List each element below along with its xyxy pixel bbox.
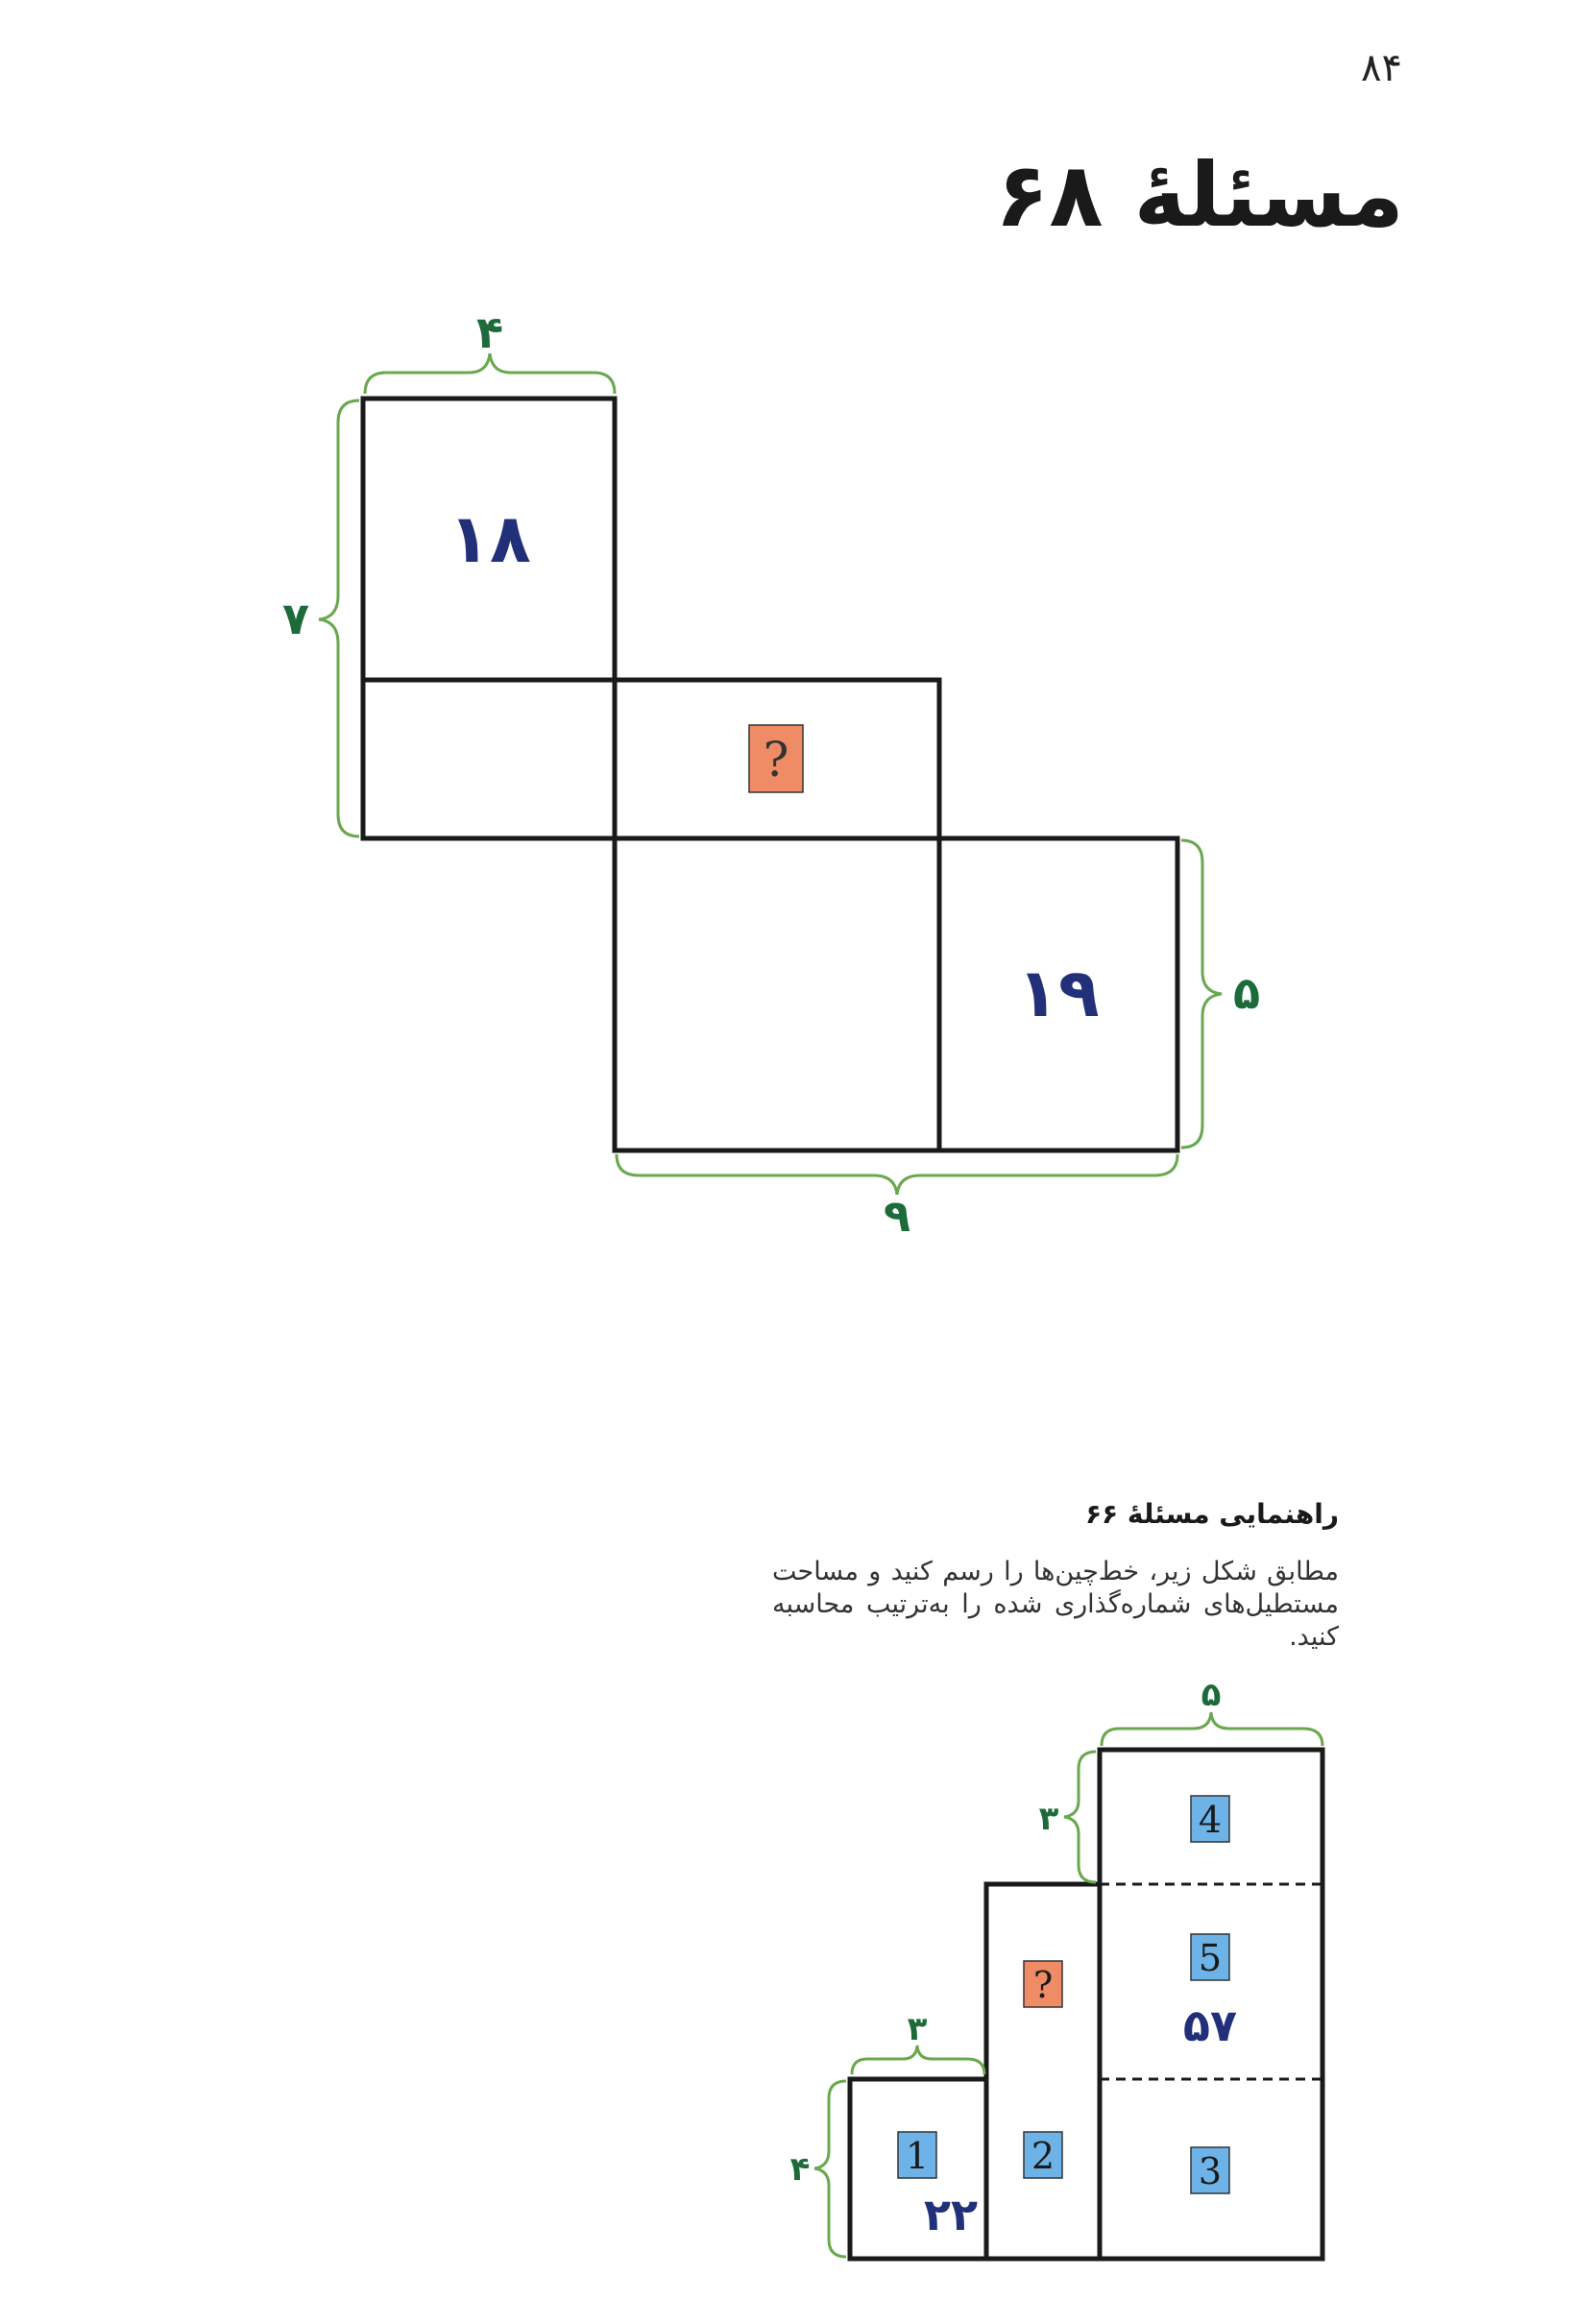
label-4: 4: [1198, 1799, 1223, 1841]
page-number: ۸۴: [1361, 46, 1402, 90]
label-5: 5: [1198, 1937, 1223, 1979]
area-rect-1: ۲۲: [923, 2189, 979, 2240]
label-2: 2: [1031, 2135, 1055, 2177]
dim-bottom-width: ۹: [883, 1190, 911, 1242]
area-rect-5: ۵۷: [1182, 1999, 1238, 2051]
brace-2-top: [1102, 1712, 1322, 1746]
unknown-label: ?: [763, 732, 789, 787]
area-right: ۱۹: [1017, 954, 1100, 1032]
hint-title: راهنمایی مسئلهٔ ۶۶: [1084, 1498, 1339, 1530]
hint-text: مطابق شکل زیر، خط‌چین‌ها را رسم کنید و مساحت مستطیل‌های شماره‌گذاری شده را به‌ترتیب محاسبه کنید.: [772, 1557, 1339, 1652]
dim-2-upper-height: ۳: [1038, 1800, 1059, 1838]
brace-2-small-left: [814, 2081, 846, 2257]
rect-2-middle-column: [986, 1884, 1100, 2259]
label-1: 1: [905, 2135, 930, 2177]
dim-top-width: ۴: [475, 306, 504, 358]
problem-title: مسئلهٔ ۶۸: [995, 144, 1404, 247]
dim-2-small-width: ۳: [907, 2010, 928, 2048]
dim-2-small-height: ۴: [789, 2150, 811, 2189]
brace-2-small-top: [852, 2046, 984, 2074]
dim-right-height: ۵: [1232, 967, 1261, 1019]
label-3: 3: [1198, 2150, 1223, 2192]
unknown-label-2: ?: [1032, 1964, 1054, 2006]
brace-2-upper-left: [1064, 1752, 1096, 1882]
dim-left-height: ۷: [281, 593, 310, 644]
dim-2-top-width: ۵: [1201, 1676, 1222, 1714]
area-top-left: ۱۸: [449, 499, 531, 578]
